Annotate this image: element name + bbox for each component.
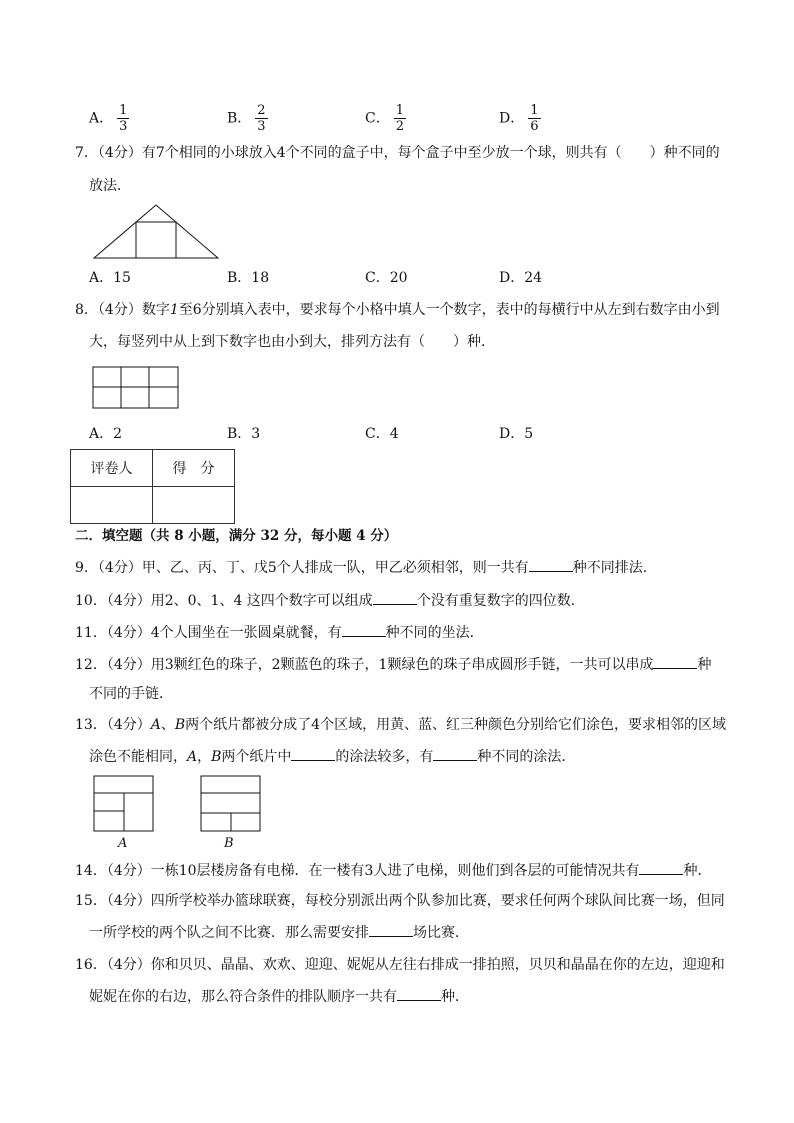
q7-option-b: B．18 [227, 270, 270, 286]
grader-table [70, 449, 235, 524]
denominator: 3 [257, 119, 266, 134]
grader-header: 评卷人 [71, 450, 153, 487]
numerator: 1 [530, 103, 539, 118]
score-cell [153, 487, 235, 524]
q6-option-d [499, 103, 541, 134]
figure-a-label: A [118, 836, 128, 851]
option-label: A． [89, 110, 114, 127]
q7-triangle-figure [93, 204, 219, 259]
q8-option-d: D．5 [499, 426, 534, 442]
grader-cell [71, 487, 153, 524]
q6-option-a [89, 103, 129, 134]
q12-text-cont: 不同的手链． [89, 686, 173, 702]
option-label: C． [365, 110, 390, 127]
numerator: 1 [119, 103, 128, 118]
q13-text-cont: 涂色不能相同，A，B两个纸片中 的涂法较多，有 种不同的涂法． [89, 746, 575, 767]
q16-text: 16．（4分）你和贝贝、晶晶、欢欢、迎迎、妮妮从左往右排成一排拍照，贝贝和晶晶在你的左边，迎迎和 [75, 957, 725, 973]
denominator: 6 [530, 119, 539, 134]
q13-text: 13．（4分）A、B两个纸片都被分成了4个区域，用黄、蓝、红三种颜色分别给它们涂色，要求相邻的区域 [75, 717, 727, 733]
q6-option-b [227, 103, 268, 134]
q16-text-cont: 妮妮在你的右边，那么符合条件的排队顺序一共有 种． [89, 986, 469, 1007]
denominator: 3 [119, 119, 128, 134]
q12-text: 12．（4分）用3颗红色的珠子，2颗蓝色的珠子，1颗绿色的珠子串成圆形手链，一共可以串成 种 [75, 654, 711, 675]
q13-figure-b [200, 775, 262, 833]
q8-option-a: A．2 [89, 426, 123, 442]
q10-text: 10．（4分）用2、0、1、4 这四个数字可以组成 个没有重复数字的四位数． [75, 590, 585, 611]
score-header: 得 分 [153, 450, 235, 487]
q6-option-c [365, 103, 406, 134]
option-label: B． [227, 110, 252, 127]
q11-text: 11．（4分）4个人围坐在一张圆桌就餐，有 种不同的坐法． [75, 622, 484, 643]
section-title: 二．填空题（共 8 小题，满分 32 分，每小题 4 分） [75, 528, 398, 544]
q8-option-b: B．3 [227, 426, 261, 442]
q9-text: 9．（4分）甲、乙、丙、丁、戊5个人排成一队，甲乙必须相邻，则一共有 种不同排法． [75, 557, 657, 578]
q7-option-c: C．20 [365, 270, 408, 286]
q8-text-cont: 大，每竖列中从上到下数字也由小到大，排列方法有（ ）种． [89, 334, 495, 350]
q15-text: 15．（4分）四所学校举办篮球联赛，每校分别派出两个队参加比赛，要求任何两个球队间比赛一场，但同 [75, 893, 725, 909]
q7-text-cont: 放法． [89, 178, 131, 194]
q8-grid-figure [92, 366, 180, 410]
q7-text: 7．（4分）有7个相同的小球放入4个不同的盒子中，每个盒子中至少放一个球，则共有（ ）种不同的 [75, 145, 720, 161]
q8-option-c: C．4 [365, 426, 399, 442]
q13-figure-a [93, 775, 155, 833]
q8-text: 8．（4分）数字1至6分别填入表中，要求每个小格中填人一个数字，表中的每横行中从左到右数字由小到 [75, 302, 720, 318]
q7-option-d: D．24 [499, 270, 543, 286]
numerator: 1 [395, 103, 404, 118]
q7-option-a: A．15 [89, 270, 131, 286]
q14-text: 14．（4分）一栋10层楼房备有电梯．在一楼有3人进了电梯，则他们到各层的可能情况共有 种． [75, 860, 711, 881]
q15-text-cont: 一所学校的两个队之间不比赛．那么需要安排 场比赛． [89, 922, 469, 943]
option-label: D． [499, 110, 525, 127]
numerator: 2 [257, 103, 266, 118]
figure-b-label: B [224, 836, 234, 851]
denominator: 2 [395, 119, 404, 134]
